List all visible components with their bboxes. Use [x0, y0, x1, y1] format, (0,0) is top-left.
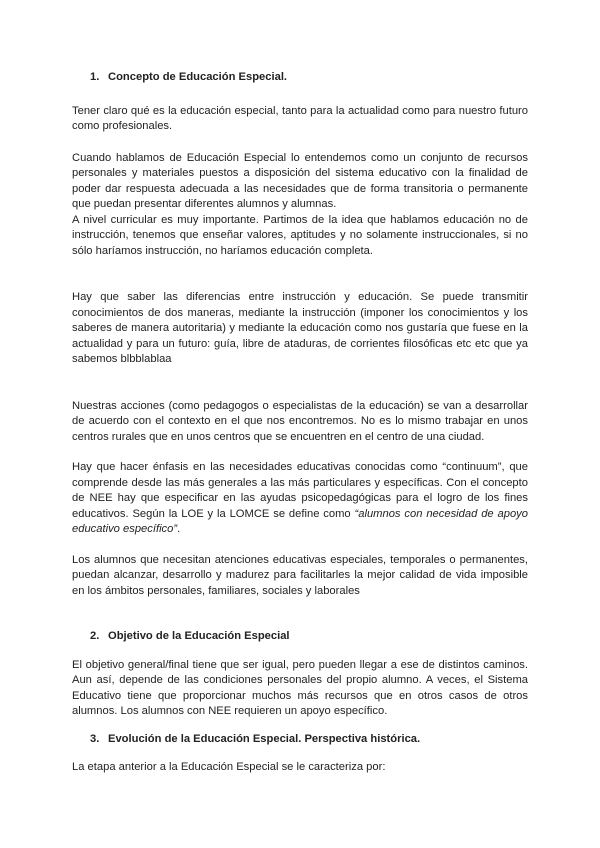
- section-2-title: Objetivo de la Educación Especial: [108, 630, 290, 642]
- section-3-number: 3.: [90, 732, 100, 745]
- paragraph-6-text: Hay que hacer énfasis en las necesidades educativas conocidas como “continuum”, que comprende desde las más generales a las más particulares y específicas. Con el concepto de NEE hay que especificar en las ayudas psicopedagógicas para el logro de los fines educativos. Según la LOE y la LOMCE se define como: [72, 461, 528, 520]
- section-1-paragraph-5: Nuestras acciones (como pedagogos o especialistas de la educación) se van a desarrollar de acuerdo con el contexto en el que nos encontremos. No es lo mismo trabajar en unos centros rurales que en unos centros que se encuentren en el centro de una ciudad.: [72, 399, 528, 443]
- section-1-paragraph-4: Hay que saber las diferencias entre instrucción y educación. Se puede transmitir conocimientos de dos maneras, mediante la instrucción (imponer los conocimientos y los saberes de manera autoritaria) y mediante la educación como nos gustaría que fuese en la actualidad y para un futuro: guía, libre de ataduras, de corrientes filosóficas etc etc que ya sabemos blbblablaa: [72, 291, 528, 365]
- section-1-heading: [72, 70, 528, 86]
- section-1-paragraph-1: Tener claro qué es la educación especial, tanto para la actualidad como para nuestro futuro como profesionales.: [72, 104, 528, 132]
- section-2-heading: [72, 629, 528, 645]
- section-3-paragraph-1: La etapa anterior a la Educación Especial se le caracteriza por:: [72, 761, 386, 773]
- section-3-title: Evolución de la Educación Especial. Perspectiva histórica.: [108, 732, 421, 745]
- section-1-title: Concepto de Educación Especial.: [108, 71, 288, 83]
- section-1-paragraph-2: Cuando hablamos de Educación Especial lo entendemos como un conjunto de recursos personales y materiales puestos a disposición del sistema educativo con la finalidad de poder dar respuesta adecuada a las necesidades que de forma transitoria o permanente que puedan presentar diferentes alumnos y alumnas.: [72, 151, 528, 210]
- paragraph-6-quote: “alumnos con necesidad de apoyo educativo específico”: [72, 507, 528, 535]
- section-1-paragraph-7: Los alumnos que necesitan atenciones educativas especiales, temporales o permanentes, puedan alcanzar, desarrollo y madurez para facilitarles la mejor calidad de vida imposible en los ámbitos personales, familiares, sociales y laborales: [72, 553, 528, 597]
- section-3-heading: [72, 732, 528, 748]
- section-2-paragraph-1: El objetivo general/final tiene que ser igual, pero pueden llegar a ese de distintos caminos. Aun así, depende de las condiciones personales del propio alumno. A veces, el Sistema Educativo tiene que proporcionar muchos más recursos que en otros casos de otros alumnos. Los alumnos con NEE requieren un apoyo específico.: [72, 658, 528, 717]
- section-2-number: 2.: [90, 630, 100, 642]
- section-1-number: 1.: [90, 71, 100, 83]
- section-1-paragraph-3: A nivel curricular es muy importante. Partimos de la idea que hablamos educación no de instrucción, tenemos que enseñar valores, aptitudes y no solamente instruccionales, si no sólo haríamos instrucción, no haríamos educación completa.: [72, 213, 528, 257]
- section-1-paragraph-6: [72, 460, 528, 538]
- paragraph-6-end: .: [177, 523, 181, 535]
